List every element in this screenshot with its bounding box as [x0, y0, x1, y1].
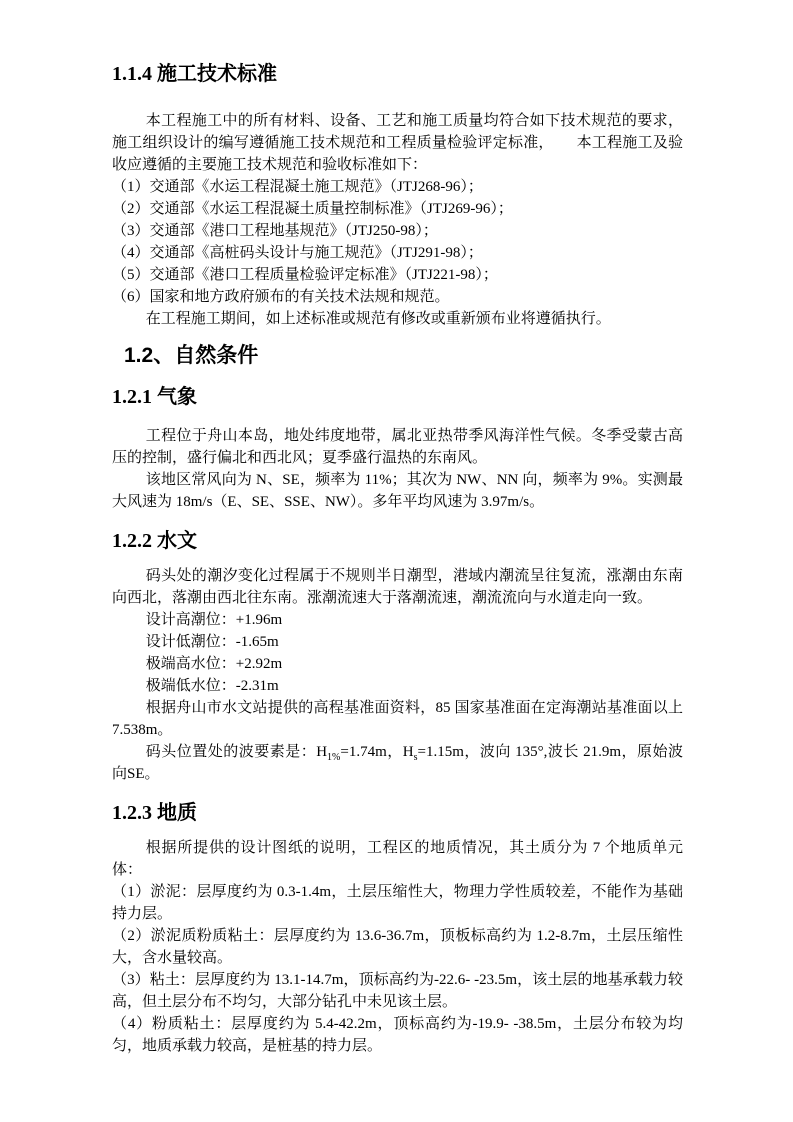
- section-construction-standards: [112, 62, 683, 330]
- standard-list-item: （3）交通部《港口工程地基规范》（JTJ250-98）；: [112, 223, 438, 239]
- standards-closing-paragraph: 在工程施工期间，如上述标准或规范有修改或重新颁布业将遵循执行。: [145, 311, 611, 327]
- wave-text-part: 码头位置处的波要素是：H: [145, 744, 328, 760]
- tide-level-line: 设计低潮位：-1.65m: [145, 634, 279, 650]
- section-meteorology: [112, 385, 683, 513]
- geology-list-item: （1）淤泥：层厚度约为 0.3-1.4m，土层压缩性大，物理力学性质较差，不能作为基础持力层。: [112, 884, 683, 922]
- geology-list-item: （2）淤泥质粉质粘土：层厚度约为 13.6-36.7m，顶板标高约为 1.2-8.7m，土层压缩性大，含水量较高。: [112, 928, 683, 966]
- wave-text-part: =1.74m，H: [340, 744, 414, 760]
- geology-list-item: （3）粘土：层厚度约为 13.1-14.7m，顶标高约为-22.6- -23.5m，该土层的地基承载力较高，但土层分布不均匀，大部分钻孔中未见该土层。: [112, 972, 683, 1010]
- heading-hydrology: 1.2.2 水文: [112, 530, 197, 552]
- standard-list-item: （1）交通部《水运工程混凝土施工规范》（JTJ268-96）；: [112, 179, 483, 195]
- heading-natural-conditions-title: 、自然条件: [153, 343, 259, 367]
- standard-list-item: （4）交通部《高桩码头设计与施工规范》（JTJ291-98）；: [112, 245, 483, 261]
- standard-list-item: （5）交通部《港口工程质量检验评定标准》（JTJ221-98）；: [112, 267, 498, 283]
- heading-natural-conditions-number: 1.2: [124, 344, 154, 367]
- tide-level-line: 极端高水位：+2.92m: [145, 656, 283, 672]
- geology-intro-paragraph: 根据所提供的设计图纸的说明，工程区的地质情况，其土质分为 7 个地质单元体：: [112, 840, 683, 878]
- geology-list-item: （4）粉质粘土：层厚度约为 5.4-42.2m，顶标高约为-19.9- -38.5m，土层分布较为均匀，地质承载力较高，是桩基的持力层。: [112, 1016, 683, 1054]
- wave-subscript: s: [413, 752, 418, 763]
- heading-natural-conditions: [112, 342, 683, 369]
- heading-geology: 1.2.3 地质: [112, 802, 197, 824]
- tide-level-line: 设计高潮位：+1.96m: [145, 612, 283, 628]
- meteorology-paragraph-climate: 工程位于舟山本岛，地处纬度地带，属北亚热带季风海洋性气候。冬季受蒙古高压的控制，盛行偏北和西北风；夏季盛行温热的东南风。: [112, 428, 683, 466]
- hydrology-paragraph-datum: 根据舟山市水文站提供的高程基准面资料，85 国家基准面在定海潮站基准面以上7.538m。: [112, 700, 683, 738]
- wave-text-part: =1.15m，波向 135°,波长 21.9m，原始波向SE。: [112, 744, 683, 782]
- standard-list-item: （2）交通部《水运工程混凝土质量控制标准》（JTJ269-96）；: [112, 201, 513, 217]
- standard-list-item: （6）国家和地方政府颁布的有关技术法规和规范。: [112, 289, 450, 305]
- section-geology: [112, 801, 683, 1057]
- wave-subscript: 1%: [327, 752, 341, 763]
- heading-construction-standards: 1.1.4 施工技术标准: [112, 63, 277, 85]
- hydrology-paragraph-tide: 码头处的潮汐变化过程属于不规则半日潮型，港域内潮流呈往复流，涨潮由东南向西北，落潮由西北往东南。涨潮流速大于落潮流速，潮流流向与水道走向一致。: [112, 568, 683, 606]
- tide-level-line: 极端低水位：-2.31m: [145, 678, 279, 694]
- standards-intro-paragraph: 本工程施工中的所有材料、设备、工艺和施工质量均符合如下技术规范的要求，施工组织设计的编写遵循施工技术规范和工程质量检验评定标准， 本工程施工及验收应遵循的主要施工技术规范和验收标准如下：: [112, 113, 683, 173]
- meteorology-paragraph-wind: 该地区常风向为 N、SE，频率为 11%；其次为 NW、NN 向，频率为 9%。实测最大风速为 18m/s（E、SE、SSE、NW）。多年平均风速为 3.97m/s。: [112, 472, 683, 510]
- heading-meteorology: 1.2.1 气象: [112, 386, 197, 408]
- hydrology-paragraph-wave: [112, 741, 683, 785]
- section-hydrology: [112, 529, 683, 785]
